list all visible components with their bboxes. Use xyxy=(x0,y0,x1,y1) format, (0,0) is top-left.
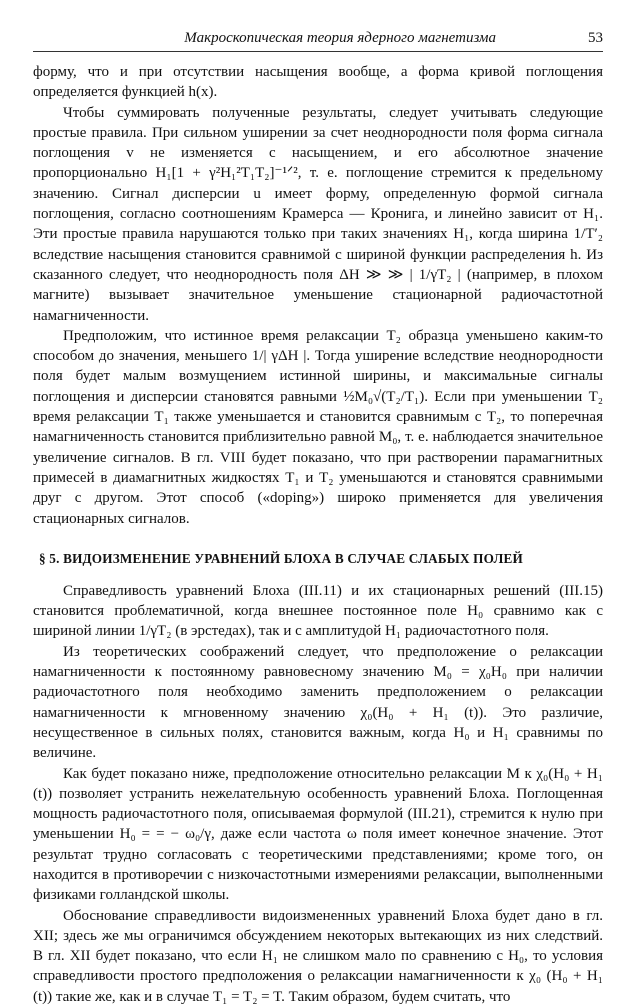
section-heading: § 5. ВИДОИЗМЕНЕНИЕ УРАВНЕНИЙ БЛОХА В СЛУЧАЕ СЛАБЫХ ПОЛЕЙ xyxy=(39,550,523,566)
page-header xyxy=(33,30,603,52)
page-number: 53 xyxy=(588,30,603,46)
paragraph: Предположим, что истинное время релаксации T₂ образца уменьшено каким-то способом до значения, меньшего 1/| γΔH |. Тогда уширение вследствие неоднородности поля будет малым возмущением истинной ширины, и максимальные сигналы поглощения и дисперсии становятся равными ½M₀√(T₂/T₁). Если при уменьшении T₂ время релаксации T₁ также уменьшается и становится сравнимым с T₂, то поперечная намагниченность становится приблизительно равной M₀, т. е. наблюдается значительное увеличение сигналов. В гл. VIII будет показано, что при растворении парамагнитных примесей в диамагнитных жидкостях T₁ и T₂ уменьшаются и становятся сравнимыми друг с другом. Этот способ («doping») широко применяется для увеличения стационарных сигналов. xyxy=(33,327,603,527)
paragraph: форму, что и при отсутствии насыщения вообще, а форма кривой поглощения определяется функцией h(x). xyxy=(33,64,603,101)
paragraph: Обоснование справедливости видоизмененных уравнений Блоха будет дано в гл. XII; здесь же мы ограничимся обсуждением некоторых вытекающих из них следствий. В гл. XII будет показано, что если H₁ не слишком мало по сравнению с H₀, то условия справедливости простого предположения о релаксации намагниченности к χ₀ (H₀ + H₁ (t)) такие же, как и в случае T₁ = T₂ = T. Таким образом, будем считать, что xyxy=(33,907,603,1005)
paragraph: Как будет показано ниже, предположение относительно релаксации M к χ₀(H₀ + H₁ (t)) позволяет устранить нежелательную особенность уравнений Блоха. Поглощенная мощность радиочастотного поля, описываемая формулой (III.21), стремится к нулю при уменьшении H₀ = = − ω₀/γ, даже если частота ω поля имеет конечное значение. Этот результат трудно согласовать с теоретическими представлениями; кроме того, он находится в противоречии с низкочастотными измерениями релаксации, выполненными физиками голландской школы. xyxy=(33,765,603,904)
running-title: Макроскопическая теория ядерного магнетизма xyxy=(184,30,496,46)
page-body xyxy=(33,62,603,1007)
paragraph: Справедливость уравнений Блоха (III.11) и их стационарных решений (III.15) становится проблематичной, когда внешнее постоянное поле H₀ сравнимо как с шириной линии 1/γT₂ (в эрстедах), так и с амплитудой H₁ радиочастотного поля. xyxy=(33,582,603,640)
paragraph: Чтобы суммировать полученные результаты, следует учитывать следующие простые правила. При сильном уширении за счет неоднородности поля форма сигнала поглощения v не изменяется с насыщением, и его абсолютное значение пропорционально H₁[1 + γ²H₁²T₁T₂]⁻¹ᐟ², т. е. поглощение стремится к предельному значению. Сигнал дисперсии u имеет форму, определенную формой сигнала поглощения, согласно соотношениям Крамерса — Кронига, и линейно зависит от H₁. Эти простые правила нарушаются только при таких значениях H₁, когда ширина 1/T′₂ вследствие насыщения становится сравнимой с шириной функции распределения h. Из сказанного следует, что неоднородность поля ΔH ≫ ≫ | 1/γT₂ | (например, в плохом магните) вызывает значительное уменьшение стационарной радиочастотной намагниченности. xyxy=(33,104,603,324)
paragraph: Из теоретических соображений следует, что предположение о релаксации намагниченности к постоянному равновесному значению M₀ = χ₀H₀ при наличии радиочастотного поля необходимо заменить предположением о релаксации намагниченности к мгновенному значению χ₀(H₀ + H₁ (t)). Это различие, несущественное в сильных полях, становится важным, когда H₀ и H₁ сравнимы по величине. xyxy=(33,643,603,762)
